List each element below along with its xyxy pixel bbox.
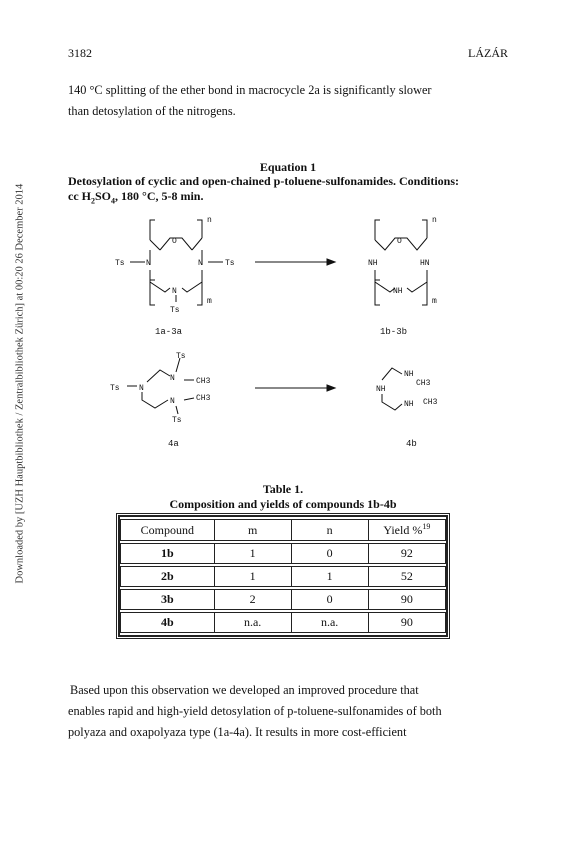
hn-atom-right: HN (420, 259, 430, 268)
cell-m: 1 (214, 566, 291, 587)
header-yield (368, 519, 446, 541)
label-1b-3b: 1b-3b (380, 327, 408, 337)
running-author: LÁZÁR (468, 46, 508, 60)
caption-line-2: cc $H_2SO_4$, 180 °C, 5-8 min. (68, 189, 204, 206)
nh-bottom: NH (404, 400, 414, 409)
header-m: m (214, 519, 291, 541)
macrocycle-scheme (110, 210, 460, 340)
cell-yield: 52 (368, 566, 446, 587)
cell-n: n.a. (291, 612, 368, 633)
outro-line-2: enables rapid and high-yield detosylation of p-toluene-sulfonamides of both (68, 704, 442, 718)
ts-group-right: Ts (225, 259, 235, 268)
intro-paragraph (68, 80, 518, 122)
table-row (120, 612, 446, 633)
cell-yield: 90 (368, 612, 446, 633)
repeat-n-right: n (432, 216, 437, 225)
repeat-m-left: m (207, 297, 212, 306)
cell-compound: 1b (120, 543, 214, 564)
cell-m: 2 (214, 589, 291, 610)
yield-label: Yield % (383, 523, 423, 537)
cell-yield: 92 (368, 543, 446, 564)
yields-table (118, 515, 448, 637)
cell-n: 0 (291, 589, 368, 610)
cell-compound: 2b (120, 566, 214, 587)
equation-title: Equation 1 (259, 160, 317, 174)
n-atom-left: N (146, 259, 151, 268)
table-row (120, 566, 446, 587)
header-compound: Compound (120, 519, 214, 541)
cell-m: 1 (214, 543, 291, 564)
nh-atom-bottom: NH (393, 287, 403, 296)
outro-line-3: polyaza and oxapolyaza type (1a-4a). It results in more cost-efficient (68, 725, 407, 739)
nh-atom-left: NH (368, 259, 378, 268)
ts-top: Ts (176, 352, 186, 361)
table-caption (118, 482, 448, 512)
caption-line-1: Detosylation of cyclic and open-chained p-toluene-sulfonamides. Conditions: (68, 174, 460, 188)
table-subtitle: Composition and yields of compounds 1b-4b (169, 497, 397, 511)
ts-group-left: Ts (115, 259, 125, 268)
header-n: n (291, 519, 368, 541)
cell-yield: 90 (368, 589, 446, 610)
label-4b: 4b (406, 439, 417, 449)
n-left: N (139, 384, 144, 393)
oxygen-atom-right: O (397, 237, 402, 246)
ts-left: Ts (110, 384, 120, 393)
cell-compound: 4b (120, 612, 214, 633)
table-title: Table 1. (262, 482, 304, 496)
n-atom-bottom: N (172, 287, 177, 296)
repeat-m-right: m (432, 297, 437, 306)
page-number: 3182 (68, 46, 92, 60)
nh-top: NH (404, 370, 414, 379)
nh-left: NH (376, 385, 386, 394)
cell-n: 1 (291, 566, 368, 587)
ch3-top: CH3 (196, 377, 211, 386)
label-1a-3a: 1a-3a (155, 327, 183, 337)
intro-line-2: than detosylation of the nitrogens. (68, 104, 236, 118)
outro-paragraph (68, 680, 528, 743)
oxygen-atom-left: O (172, 237, 177, 246)
equation-caption (68, 174, 538, 208)
ch3-bottom-right: CH3 (423, 398, 438, 407)
cell-n: 0 (291, 543, 368, 564)
ch3-bottom: CH3 (196, 394, 211, 403)
cell-m: n.a. (214, 612, 291, 633)
download-stamp: Downloaded by [UZH Hauptbibliothek / Zentralbibliothek Zürich] at 00:20 26 December 2014 (14, 183, 26, 584)
label-4a: 4a (168, 439, 179, 449)
intro-line-1: 140 °C splitting of the ether bond in macrocycle 2a is significantly slower (68, 83, 432, 97)
table-row (120, 589, 446, 610)
ts-bottom: Ts (172, 416, 182, 425)
n-top: N (170, 374, 175, 383)
n-atom-right: N (198, 259, 203, 268)
ch3-top-right: CH3 (416, 379, 431, 388)
outro-line-1: Based upon this observation we developed an improved procedure that (70, 683, 419, 697)
table-row (120, 543, 446, 564)
ts-group-bottom: Ts (170, 306, 180, 315)
table-header-row (120, 519, 446, 541)
repeat-n-left: n (207, 216, 212, 225)
cell-compound: 3b (120, 589, 214, 610)
yield-footnote-ref: 19 (422, 522, 431, 531)
open-chain-scheme (110, 350, 460, 460)
n-bottom: N (170, 397, 175, 406)
